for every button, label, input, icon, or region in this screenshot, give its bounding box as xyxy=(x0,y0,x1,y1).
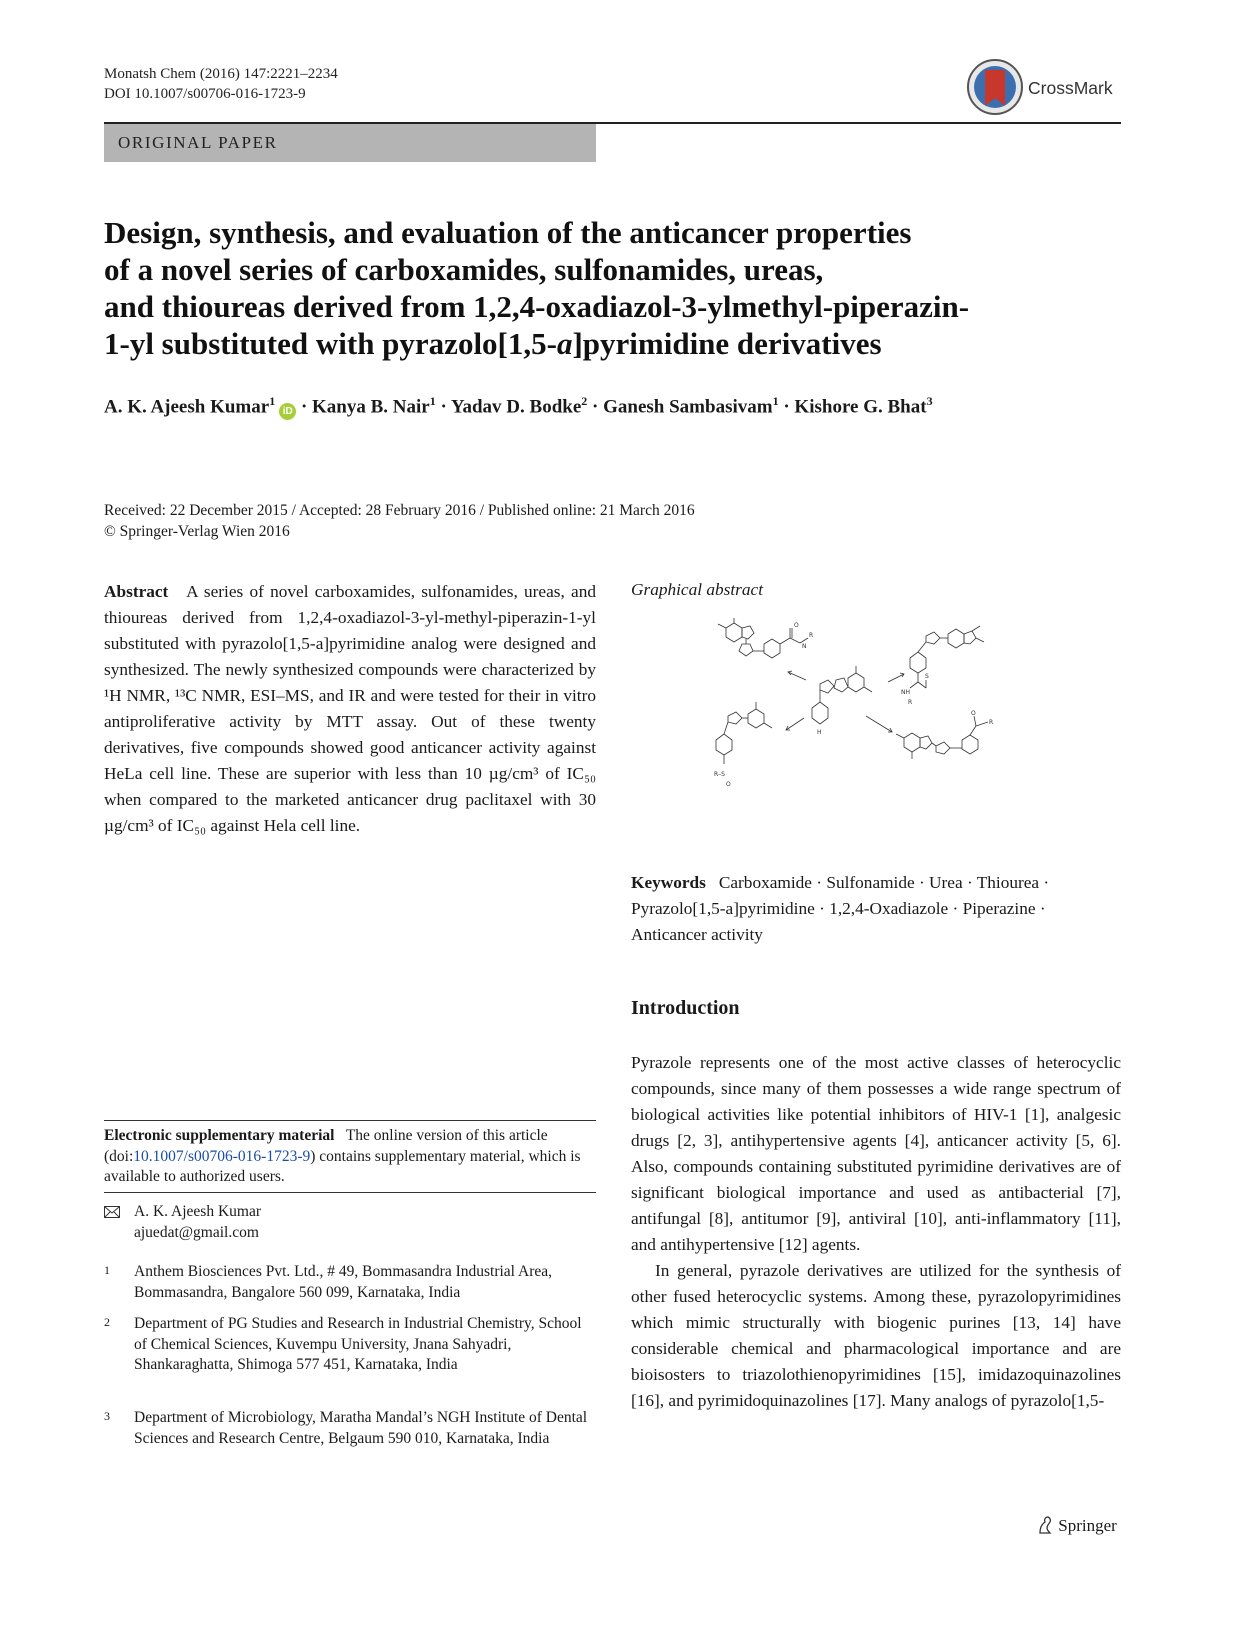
affiliation-number: 1 xyxy=(104,1263,110,1277)
scheme-label: R xyxy=(809,632,814,639)
title-line xyxy=(104,325,1114,362)
section-label: ORIGINAL PAPER xyxy=(118,133,278,152)
introduction-paragraph: Pyrazole represents one of the most active classes of heterocyclic compounds, since many of them possesses a wide range spectrum of biological activities like potential inhibitors of HIV-1 [1], analgesic drugs [2, 3], antihypertensive agents [4], anticancer activity [5, 6]. Also, compounds containing substituted pyrimidine derivatives are of significant biological importance and used as antibacterial [7], antifungal [8], antitumor [9], antiviral [10], anti-inflammatory [11], and antihypertensive [12] agents. xyxy=(631,1053,1121,1254)
affiliation-text: Anthem Biosciences Pvt. Ltd., # 49, Bommasandra Industrial Area, Bommasandra, Bangalore 560 099, Karnataka, India xyxy=(134,1263,552,1301)
esm-text: The online version of this article (doi: xyxy=(104,1127,548,1165)
introduction-paragraph: In general, pyrazole derivatives are utilized for the synthesis of other fused heterocyclic systems. Among these, pyrazolopyrimidines which mimic structurally with biogenic purines [13, 14] have considerable chemical and pharmacological importance and are bioisosters to triazolothienopyrimidines [15], imidazoquinazolines [16], and pyrimidoquinazolines [17]. Many analogs of pyrazolo[1,5- xyxy=(631,1261,1121,1410)
scheme-label: S xyxy=(925,673,929,680)
author-name: A. K. Ajeesh Kumar xyxy=(104,396,270,418)
scheme-label: R xyxy=(908,699,913,706)
doi-line: DOI 10.1007/s00706-016-1723-9 xyxy=(104,86,306,102)
supplementary-note xyxy=(104,1126,596,1188)
affiliation-number: 2 xyxy=(104,1315,110,1329)
corresponding-author xyxy=(104,1202,596,1243)
crossmark-icon xyxy=(966,58,1024,116)
graphical-abstract-label: Graphical abstract xyxy=(631,580,764,599)
keywords-label: Keywords xyxy=(631,873,706,892)
author-name: Yadav D. Bodke xyxy=(450,396,582,418)
author-affiliation-marker: 1 xyxy=(269,394,276,408)
affiliation xyxy=(104,1314,596,1398)
orcid-icon[interactable]: iD xyxy=(279,403,296,420)
envelope-icon xyxy=(104,1206,120,1218)
footnote-rule xyxy=(104,1120,596,1121)
affiliation xyxy=(104,1262,596,1304)
compound-sulfonamide xyxy=(716,702,772,764)
footnote-rule xyxy=(104,1192,596,1193)
publication-dates xyxy=(104,500,695,542)
scheme-label: H xyxy=(817,729,822,736)
italic-letter: a xyxy=(556,326,573,361)
title-line: and thioureas derived from 1,2,4-oxadiazol-3-ylmethyl-piperazin- xyxy=(104,289,970,324)
keywords xyxy=(631,870,1121,948)
author-list: A. K. Ajeesh Kumar$^1$iD · Kanya B. Nair$^1$ · Yadav D. Bodke$^2$ · Ganesh Sambasivam$^1$ · Kishore G. Bhat$^3$ xyxy=(104,394,933,420)
author-name: Kishore G. Bhat xyxy=(794,396,927,418)
keywords-text: Carboxamide · Sulfonamide · Urea · Thiourea · Pyrazolo[1,5-a]pyrimidine · 1,2,4-Oxadiazole · Piperazine · Anticancer activity xyxy=(631,873,1050,944)
affiliation-text: Department of Microbiology, Maratha Mandal’s NGH Institute of Dental Sciences and Research Centre, Belgaum 590 010, Karnataka, India xyxy=(134,1409,588,1447)
scheme-label: O xyxy=(726,781,731,788)
scheme-label: O xyxy=(794,622,799,629)
crossmark-badge[interactable] xyxy=(966,58,1121,120)
scheme-label: R xyxy=(989,719,994,726)
compound-urea xyxy=(896,716,988,759)
publisher-name: Springer xyxy=(1058,1516,1117,1535)
abstract-text: A series of novel carboxamides, sulfonamides, ureas, and thioureas derived from 1,2,4-oxadiazol-3-yl-methyl-piperazin-1-yl substituted with pyrazolo[1,5-a]pyrimidine analog were designed and synthesized. The newly synthesized compounds were characterized by ¹H NMR, ¹³C NMR, ESI–MS, and IR and were tested for their in vitro antiproliferative activity by MTT assay. Out of these twenty derivatives, five compounds showed good anticancer activity against HeLa cell line. These are superior with less than 10 µg/cm³ of IC₅₀ when compared to the marketed anticancer drug paclitaxel with 30 µg/cm³ of IC₅₀ against Hela cell line. xyxy=(104,582,596,835)
introduction-body xyxy=(631,1050,1121,1414)
title-line: Design, synthesis, and evaluation of the anticancer properties xyxy=(104,215,912,250)
author-affiliation-marker: 2 xyxy=(581,394,588,408)
affiliation-text: Department of PG Studies and Research in Industrial Chemistry, School of Chemical Sciences, Kuvempu University, Jnana Sahyadri, Shankaraghatta, Shimoga 577 451, Karnataka, India xyxy=(134,1315,582,1373)
scheme-label: NH xyxy=(901,689,910,696)
abstract xyxy=(104,579,596,839)
author-affiliation-marker: 3 xyxy=(926,394,933,408)
copyright-line: © Springer-Verlag Wien 2016 xyxy=(104,523,290,540)
author-affiliation-marker: 1 xyxy=(772,394,779,408)
compound-core xyxy=(812,666,872,724)
corresponding-author-name: A. K. Ajeesh Kumar xyxy=(134,1203,261,1220)
dates-line: Received: 22 December 2015 / Accepted: 28 February 2016 / Published online: 21 March 2016 xyxy=(104,502,695,519)
article-title xyxy=(104,214,1114,362)
affiliation-number: 3 xyxy=(104,1409,110,1423)
scheme-label: O xyxy=(971,710,976,717)
author-name: Kanya B. Nair xyxy=(312,396,430,418)
author-name: Ganesh Sambasivam xyxy=(603,396,773,418)
esm-label: Electronic supplementary material xyxy=(104,1127,335,1144)
title-line-text: 1-yl substituted with pyrazolo[1,5-a]pyrimidine derivatives xyxy=(104,326,882,361)
springer-horse-icon xyxy=(1036,1515,1054,1535)
journal-line: Monatsh Chem (2016) 147:2221–2234 xyxy=(104,66,338,82)
scheme-label: R–S xyxy=(714,771,725,778)
compound-thiourea xyxy=(910,626,984,688)
author-affiliation-marker: 1 xyxy=(429,394,436,408)
publisher-logo xyxy=(1036,1515,1117,1536)
corresponding-author-email[interactable]: ajuedat@gmail.com xyxy=(134,1223,259,1241)
esm-text: ) contains supplementary material, which is available to authorized users. xyxy=(104,1147,581,1185)
crossmark-label: CrossMark xyxy=(1028,78,1113,98)
title-line: of a novel series of carboxamides, sulfonamides, ureas, xyxy=(104,252,824,287)
section-band xyxy=(104,124,596,162)
abstract-label: Abstract xyxy=(104,582,169,601)
scheme-label: N xyxy=(802,643,807,650)
affiliation xyxy=(104,1408,596,1472)
journal-citation xyxy=(104,64,338,104)
doi-link[interactable]: 10.1007/s00706-016-1723-9 xyxy=(133,1147,311,1165)
graphical-abstract-scheme xyxy=(708,618,1044,828)
introduction-heading: Introduction xyxy=(631,997,740,1019)
